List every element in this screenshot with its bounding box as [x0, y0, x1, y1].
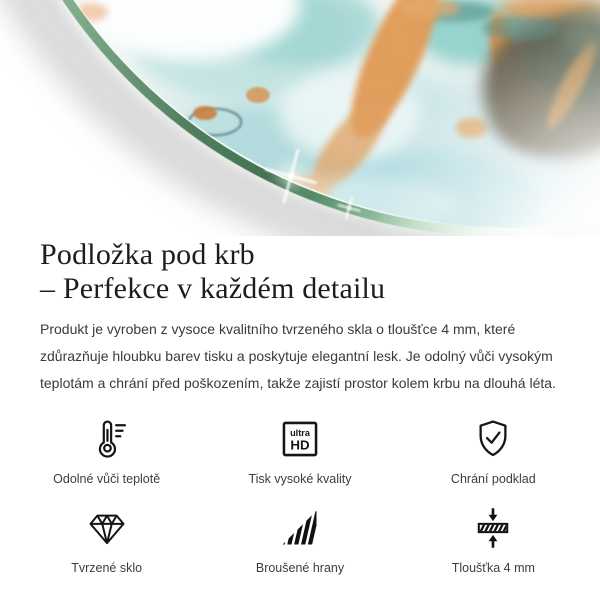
glass-disc-photo	[0, 0, 600, 236]
page-title	[40, 238, 560, 306]
feature-label: Odolné vůči teplotě	[53, 472, 161, 486]
feature-thickness	[397, 504, 590, 575]
product-hero-image	[0, 0, 600, 236]
feature-label: Tloušťka 4 mm	[451, 561, 535, 575]
shield-check-icon	[471, 415, 515, 461]
title-line-2: – Perfekce v každém detailu	[40, 272, 386, 305]
title-line-1: Podložka pod krb	[40, 238, 255, 271]
feature-label: Broušené hrany	[255, 561, 345, 575]
ultra-hd-icon	[278, 415, 322, 461]
feature-protects-surface	[397, 415, 590, 486]
product-description: Produkt je vyroben z vysoce kvalitního tvrzeného skla o tloušťce 4 mm, které zdůrazňuje hloubku barev tisku a poskytuje elegantní lesk. Je odolný vůči vysokým teplotám a chrání před poškozením, takže zajistí prostor kolem krbu na dlouhá léta.	[40, 321, 556, 391]
white-fade-overlay	[0, 0, 600, 236]
feature-label: Tvrzené sklo	[71, 561, 143, 575]
feature-label: Chrání podklad	[450, 472, 536, 486]
feature-tempered-glass	[10, 504, 203, 575]
thermometer-icon	[85, 415, 129, 461]
feature-label: Tisk vysoké kvality	[248, 472, 352, 486]
feature-ground-edges	[203, 504, 396, 575]
feature-heat-resistant	[10, 415, 203, 486]
feature-print-quality	[203, 415, 396, 486]
features-grid	[10, 415, 590, 575]
svg-text:HD: HD	[290, 437, 310, 453]
bevel-stripes-icon	[278, 504, 322, 550]
product-info-section	[0, 238, 600, 397]
svg-text:ultra: ultra	[290, 427, 310, 438]
diamond-icon	[85, 504, 129, 550]
thickness-arrows-icon	[471, 504, 515, 550]
